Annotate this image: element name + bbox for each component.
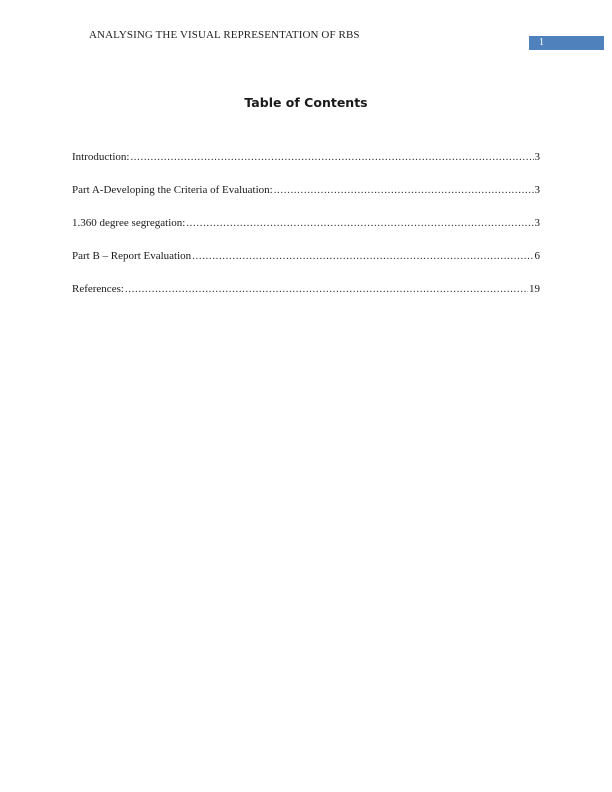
toc-heading: Table of Contents <box>244 95 368 110</box>
toc-dot-leader <box>192 250 533 262</box>
toc-entry-text: 1.360 degree segregation: <box>72 217 186 229</box>
toc-entry-page: 3 <box>534 151 540 163</box>
toc-dot-leader <box>274 184 534 196</box>
toc-entry-360-degree[interactable] <box>72 217 540 250</box>
toc-entry-text: References: <box>72 283 124 295</box>
toc-entry-text: Part A-Developing the Criteria of Evaluation: <box>72 184 273 196</box>
page-number-badge <box>529 36 604 50</box>
toc-entry-page: 19 <box>529 283 540 295</box>
page-number: 1 <box>539 37 544 48</box>
toc-entry-page: 3 <box>534 184 540 196</box>
toc-dot-leader <box>125 283 528 295</box>
toc-entry-page: 3 <box>534 217 540 229</box>
toc-dot-leader <box>186 217 533 229</box>
toc-list <box>72 151 540 316</box>
toc-entry-introduction[interactable] <box>72 151 540 184</box>
toc-entry-text: Part B – Report Evaluation <box>72 250 192 262</box>
running-header-title: ANALYSING THE VISUAL REPRESENTATION OF RBS <box>89 29 360 41</box>
toc-entry-references[interactable] <box>72 283 540 316</box>
toc-entry-part-a[interactable] <box>72 184 540 217</box>
toc-entry-page: 6 <box>534 250 540 262</box>
toc-dot-leader <box>130 151 533 163</box>
toc-entry-part-b[interactable] <box>72 250 540 283</box>
toc-entry-text: Introduction: <box>72 151 130 163</box>
